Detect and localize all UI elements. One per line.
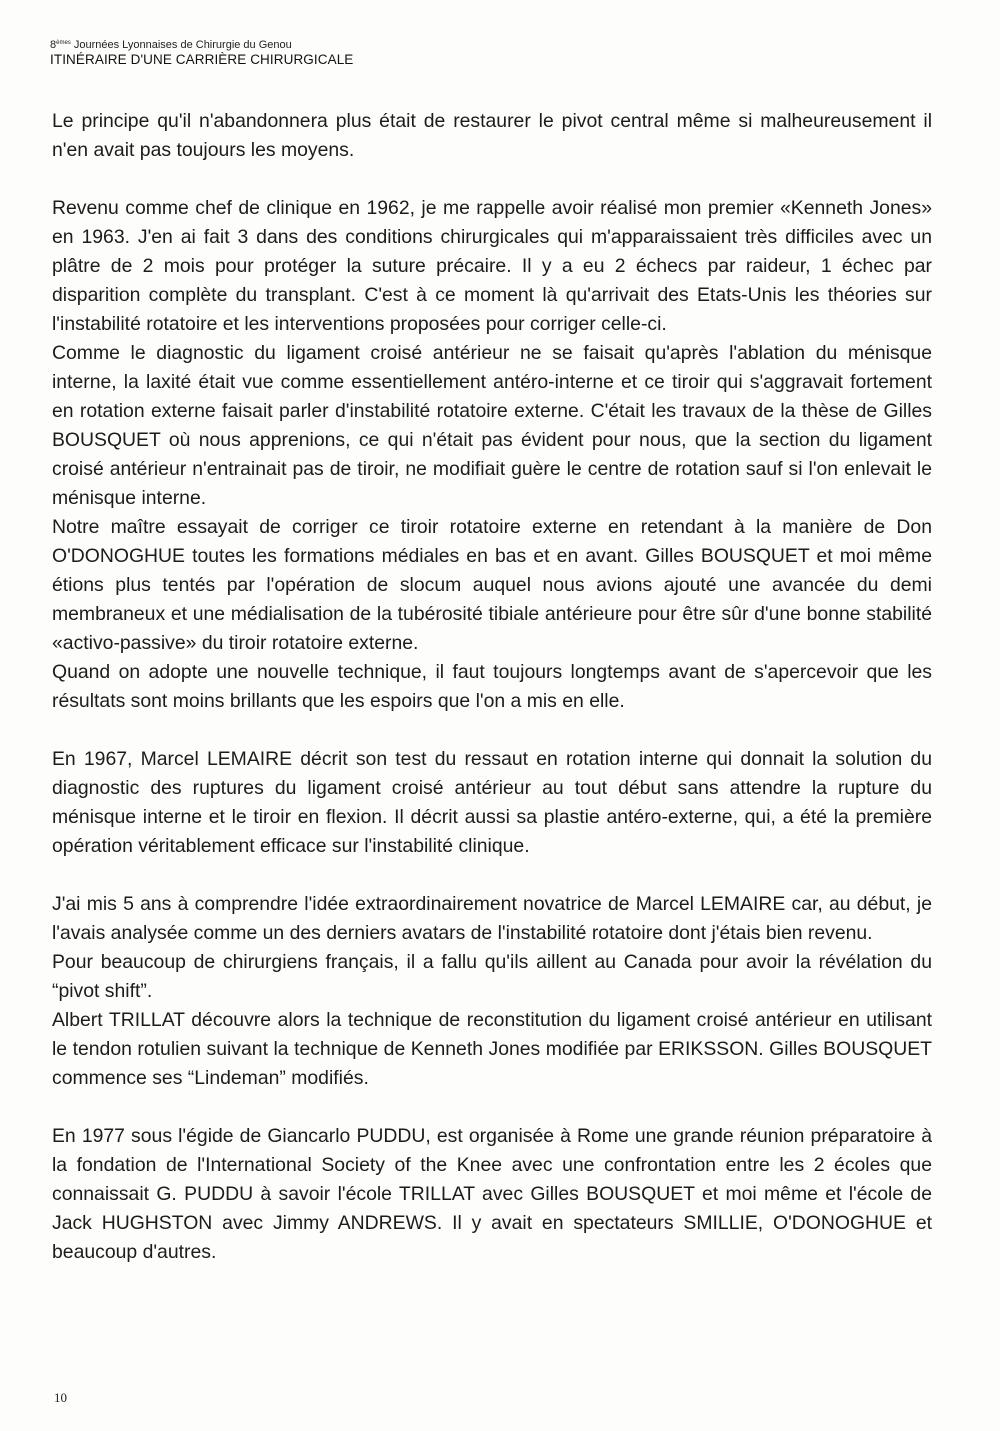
paragraph: En 1977 sous l'égide de Giancarlo PUDDU, est organisée à Rome une grande réunion préparatoire à la fondation de l'International Society of the Knee avec une confrontation entre les 2 écoles que connaissait G. PUDDU à savoir l'école TRILLAT avec Gilles BOUSQUET et moi même et l'école de Jack HUGHSTON avec Jimmy ANDREWS. Il y avait en spectateurs SMILLIE, O'DONOGHUE et beaucoup d'autres. (52, 1125, 932, 1263)
paragraph-spacer (52, 716, 932, 745)
journal-title (50, 36, 353, 52)
paragraph-spacer (52, 861, 932, 890)
paragraph-spacer (52, 1093, 932, 1122)
paragraph: Quand on adopte une nouvelle technique, il faut toujours longtemps avant de s'apercevoir que les résultats sont moins brillants que les espoirs que l'on a mis en elle. (52, 661, 932, 712)
paragraph: J'ai mis 5 ans à comprendre l'idée extraordinairement novatrice de Marcel LEMAIRE car, au début, je l'avais analysée comme un des derniers avatars de l'instabilité rotatoire dont j'étais bien revenu. (52, 893, 932, 944)
paragraph: Pour beaucoup de chirurgiens français, il a fallu qu'ils aillent au Canada pour avoir la révélation du “pivot shift”. (52, 951, 932, 1002)
paragraph-spacer (52, 165, 932, 194)
article-body (52, 107, 932, 1267)
edition-number: 8 (50, 39, 57, 51)
edition-suffix: èmes (56, 40, 71, 46)
paragraph: Le principe qu'il n'abandonnera plus était de restaurer le pivot central même si malheureusement il n'en avait pas toujours les moyens. (52, 110, 932, 161)
running-header (50, 36, 353, 68)
paragraph: Comme le diagnostic du ligament croisé antérieur ne se faisait qu'après l'ablation du ménisque interne, la laxité était vue comme essentiellement antéro-interne et ce tiroir qui s'aggravait fortement en rotation externe faisait parler d'instabilité rotatoire externe. C'était les travaux de la thèse de Gilles BOUSQUET où nous apprenions, ce qui n'était pas évident pour nous, que la section du ligament croisé antérieur n'entrainait pas de tiroir, ne modifiait guère le centre de rotation sauf si l'on enlevait le ménisque interne. (52, 342, 932, 509)
paragraph: En 1967, Marcel LEMAIRE décrit son test du ressaut en rotation interne qui donnait la solution du diagnostic des ruptures du ligament croisé antérieur au tout début sans attendre la rupture du ménisque interne et le tiroir en flexion. Il décrit aussi sa plastie antéro-externe, qui, a été la première opération véritablement efficace sur l'instabilité clinique. (52, 748, 932, 857)
paragraph: Revenu comme chef de clinique en 1962, je me rappelle avoir réalisé mon premier «Kenneth Jones» en 1963. J'en ai fait 3 dans des conditions chirurgicales qui m'apparaissaient très difficiles avec un plâtre de 2 mois pour protéger la suture précaire. Il y a eu 2 échecs par raideur, 1 échec par disparition complète du transplant. C'est à ce moment là qu'arrivait des Etats-Unis les théories sur l'instabilité rotatoire et les interventions proposées pour corriger celle-ci. (52, 197, 932, 335)
page-number: 10 (54, 1390, 67, 1405)
chapter-title: ITINÉRAIRE D'UNE CARRIÈRE CHIRURGICALE (50, 52, 354, 67)
paragraph: Notre maître essayait de corriger ce tiroir rotatoire externe en retendant à la manière de Don O'DONOGHUE toutes les formations médiales en bas et en avant. Gilles BOUSQUET et moi même étions plus tentés par l'opération de slocum auquel nous avions ajouté une avancée du demi membraneux et une médialisation de la tubérosité tibiale antérieure pour être sûr d'une bonne stabilité «activo-passive» du tiroir rotatoire externe. (52, 516, 932, 654)
journal-name: Journées Lyonnaises de Chirurgie du Genou (70, 39, 292, 51)
paragraph: Albert TRILLAT découvre alors la technique de reconstitution du ligament croisé antérieur en utilisant le tendon rotulien suivant la technique de Kenneth Jones modifiée par ERIKSSON. Gilles BOUSQUET commence ses “Lindeman” modifiés. (52, 1009, 932, 1089)
